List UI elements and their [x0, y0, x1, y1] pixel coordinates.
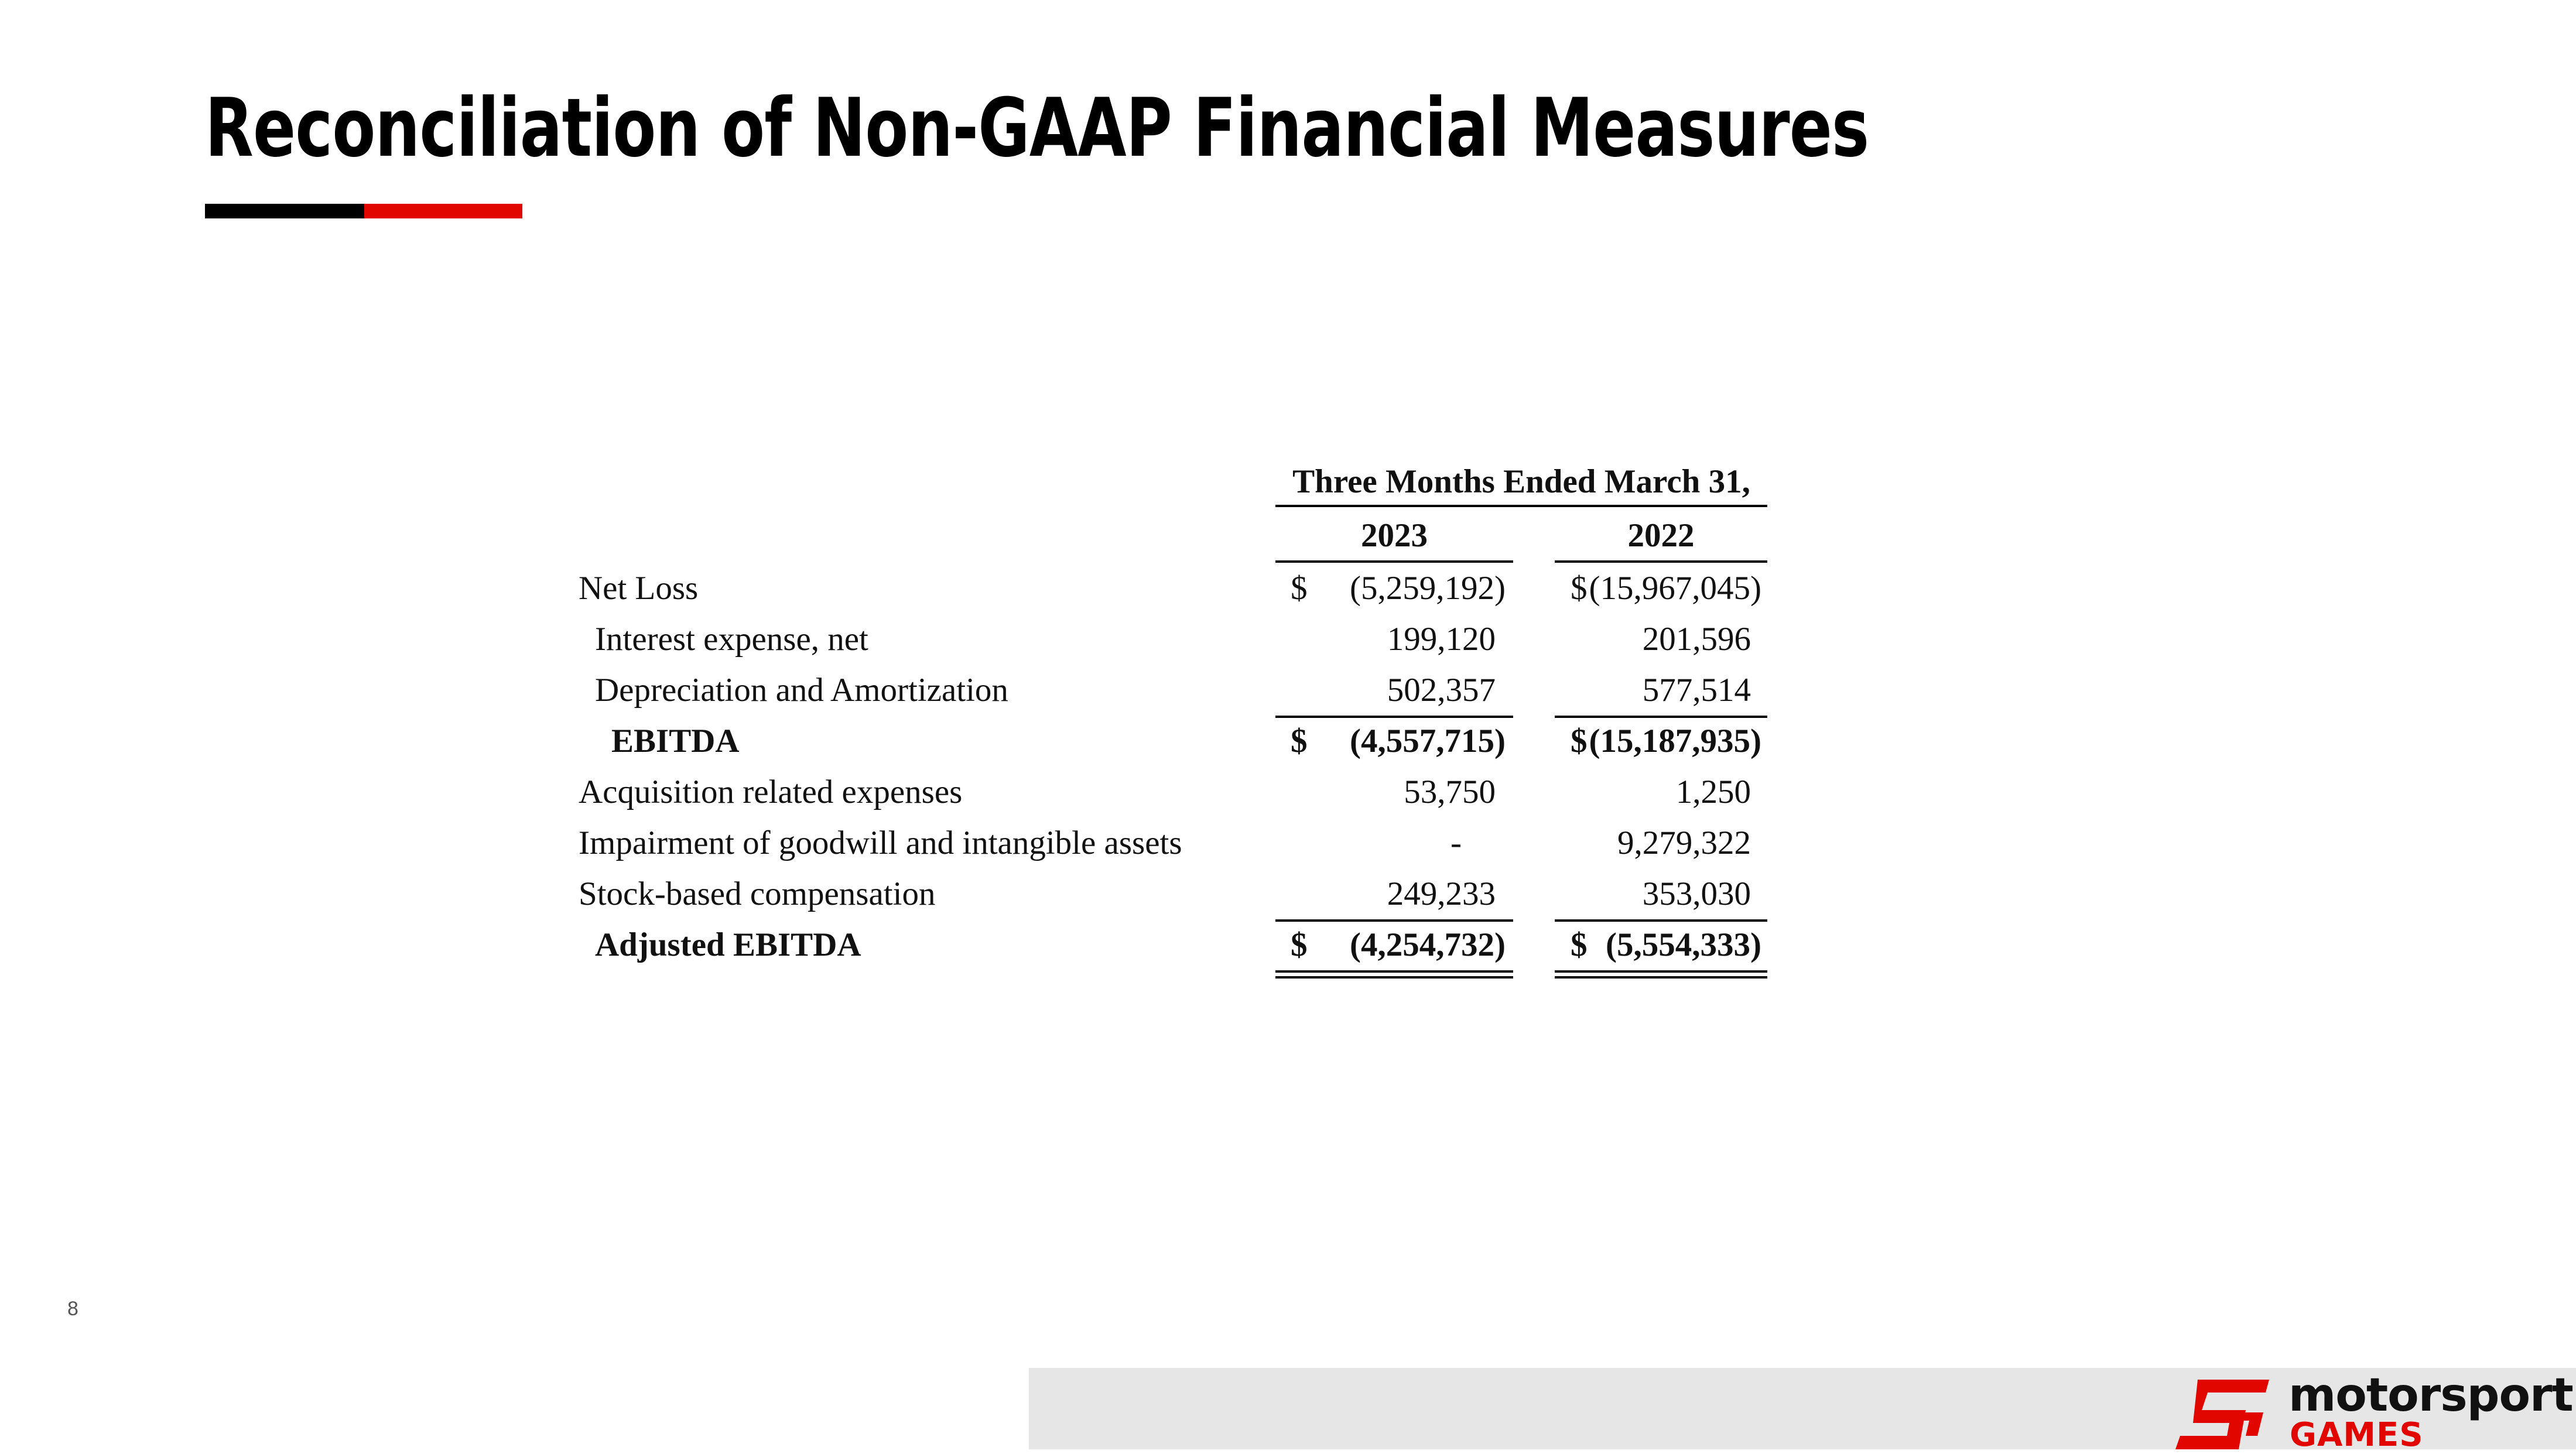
- page-title: Reconciliation of Non-GAAP Financial Measures: [205, 81, 1869, 175]
- currency-2023-ebitda: $: [1291, 723, 1308, 759]
- value-2022-depreciation: 577,514: [1642, 672, 1751, 709]
- period-header-underline: [1275, 505, 1767, 507]
- row-label-stock-comp: Stock-based compensation: [579, 875, 936, 912]
- value-2023-adjusted-ebitda: (4,254,732): [1350, 926, 1506, 963]
- title-accent-red: [364, 204, 522, 218]
- column-header-2023: 2023: [1361, 517, 1428, 554]
- motorsport-games-logo-icon: [2175, 1380, 2269, 1449]
- row-label-acquisition: Acquisition related expenses: [579, 774, 963, 810]
- row-label-net-loss: Net Loss: [579, 570, 699, 607]
- row-label-adjusted-ebitda: Adjusted EBITDA: [595, 926, 861, 963]
- row-label-impairment: Impairment of goodwill and intangible assets: [579, 824, 1182, 861]
- column-2023-underline: [1275, 560, 1513, 563]
- currency-2022-adjusted-ebitda: $: [1571, 926, 1588, 963]
- value-2022-interest-expense: 201,596: [1642, 621, 1751, 658]
- period-header: Three Months Ended March 31,: [1292, 463, 1750, 500]
- logo-wordmark-motorsport: motorsport: [2288, 1369, 2573, 1422]
- row-label-interest-expense: Interest expense, net: [595, 621, 868, 658]
- double-underline-bottom-2023: [1275, 976, 1513, 979]
- subtotal-line-2022: [1555, 716, 1767, 718]
- currency-2023-net-loss: $: [1291, 570, 1308, 607]
- value-2023-acquisition: 53,750: [1404, 774, 1496, 810]
- currency-2022-ebitda: $: [1571, 723, 1588, 759]
- logo-wordmark-games: GAMES: [2290, 1416, 2424, 1454]
- value-2023-interest-expense: 199,120: [1387, 621, 1496, 658]
- column-header-2022: 2022: [1627, 517, 1695, 554]
- row-label-depreciation: Depreciation and Amortization: [595, 672, 1008, 709]
- row-label-ebitda: EBITDA: [611, 723, 740, 759]
- total-line-2023: [1275, 919, 1513, 922]
- value-2023-impairment: -: [1451, 824, 1462, 861]
- value-2023-stock-comp: 249,233: [1387, 875, 1496, 912]
- value-2022-ebitda: (15,187,935): [1589, 723, 1761, 759]
- column-2022-underline: [1555, 560, 1767, 563]
- value-2022-net-loss: (15,967,045): [1589, 570, 1761, 607]
- title-accent-black: [205, 204, 364, 218]
- subtotal-line-2023: [1275, 716, 1513, 718]
- value-2022-impairment: 9,279,322: [1617, 824, 1751, 861]
- page-number: 8: [67, 1298, 78, 1320]
- value-2023-ebitda: (4,557,715): [1350, 723, 1506, 759]
- currency-2023-adjusted-ebitda: $: [1291, 926, 1308, 963]
- value-2023-net-loss: (5,259,192): [1350, 570, 1506, 607]
- value-2022-stock-comp: 353,030: [1642, 875, 1751, 912]
- double-underline-top-2022: [1555, 970, 1767, 973]
- double-underline-bottom-2022: [1555, 976, 1767, 979]
- value-2022-adjusted-ebitda: (5,554,333): [1606, 926, 1761, 963]
- total-line-2022: [1555, 919, 1767, 922]
- value-2022-acquisition: 1,250: [1675, 774, 1751, 810]
- double-underline-top-2023: [1275, 970, 1513, 973]
- value-2023-depreciation: 502,357: [1387, 672, 1496, 709]
- currency-2022-net-loss: $: [1571, 570, 1588, 607]
